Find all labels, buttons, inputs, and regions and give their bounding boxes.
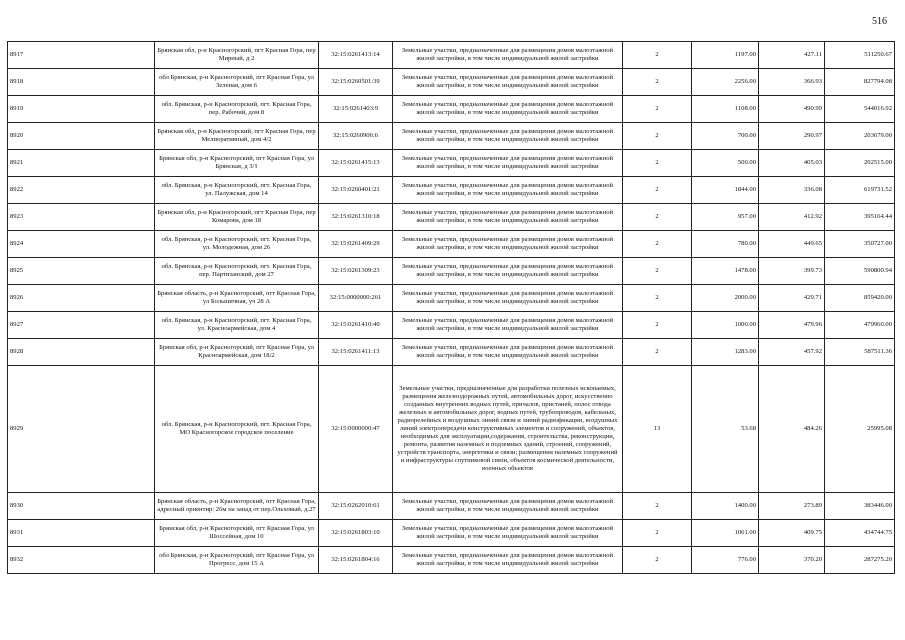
specific-value-cell: 336.08 bbox=[759, 177, 825, 204]
specific-value-cell: 409.75 bbox=[759, 520, 825, 547]
area-cell: 1844.00 bbox=[692, 177, 759, 204]
cadastral-number-cell: 32:15:0261310:18 bbox=[319, 204, 393, 231]
specific-value-cell: 429.71 bbox=[759, 285, 825, 312]
cadastral-value-cell: 25995.08 bbox=[825, 366, 895, 493]
row-number-cell: 8925 bbox=[8, 258, 155, 285]
area-cell: 1400.00 bbox=[692, 493, 759, 520]
row-number-cell: 8917 bbox=[8, 42, 155, 69]
use-group-cell: 2 bbox=[623, 204, 692, 231]
use-group-cell: 2 bbox=[623, 96, 692, 123]
specific-value-cell: 412.92 bbox=[759, 204, 825, 231]
cadastral-value-cell: 350727.00 bbox=[825, 231, 895, 258]
area-cell: 1478.00 bbox=[692, 258, 759, 285]
page-number: 516 bbox=[872, 16, 887, 27]
permitted-use-cell: Земельные участки, предназначенные для размещения домов малоэтажной жилой застройки, в том числе индивидуальной жилой застройки bbox=[393, 285, 623, 312]
cadastral-value-cell: 479960.00 bbox=[825, 312, 895, 339]
address-cell: Брянская обл, р-н Красногорский, пгт Красная Гора, ул Шоссейная, дом 10 bbox=[155, 520, 319, 547]
table-row bbox=[8, 96, 895, 123]
table-row bbox=[8, 285, 895, 312]
table-row bbox=[8, 547, 895, 574]
cadastral-number-cell: 32:15:0261410:40 bbox=[319, 312, 393, 339]
cadastral-value-cell: 859420.00 bbox=[825, 285, 895, 312]
address-cell: обл. Брянская, р-н Красногорский, пгт. Красная Гора, МО Красногорское городское поселение bbox=[155, 366, 319, 493]
use-group-cell: 2 bbox=[623, 312, 692, 339]
use-group-cell: 2 bbox=[623, 69, 692, 96]
area-cell: 500.00 bbox=[692, 150, 759, 177]
area-cell: 1108.00 bbox=[692, 96, 759, 123]
address-cell: обл. Брянская, р-н Красногорский, пгт. Красная Гора, ул. Палужская, дом 14 bbox=[155, 177, 319, 204]
permitted-use-cell: Земельные участки, предназначенные для размещения домов малоэтажной жилой застройки, в том числе индивидуальной жилой застройки bbox=[393, 96, 623, 123]
cadastral-number-cell: 32:15:0000000:47 bbox=[319, 366, 393, 493]
specific-value-cell: 449.65 bbox=[759, 231, 825, 258]
permitted-use-cell: Земельные участки, предназначенные для разработки полезных ископаемых, размещения железнодорожных путей, автомобильных дорог, искусственно созданных внутренних водных путей, причалов, пристаней, полос отвода железных и автомобильных дорог, водных путей, трубопроводов, кабельных, радиорелейных и воздушных линий связи и линий радиофикации, воздушных линий электропередачи конструктивных элементов и сооружений, объектов, необходимых для эксплуатации,содержания, строительства, реконструкции, ремонта, развития наземных и подземных зданий, строений, сооружений, устройств транспорта, энергетики и связи; размещения наземных сооружений и инфраструктуры спутниковой связи, объектов космической деятельности, военных объектов bbox=[393, 366, 623, 493]
specific-value-cell: 479.96 bbox=[759, 312, 825, 339]
table-row bbox=[8, 150, 895, 177]
permitted-use-cell: Земельные участки, предназначенные для размещения домов малоэтажной жилой застройки, в том числе индивидуальной жилой застройки bbox=[393, 177, 623, 204]
table-row bbox=[8, 493, 895, 520]
row-number-cell: 8921 bbox=[8, 150, 155, 177]
address-cell: обл. Брянская, р-н Красногорский, пгт. Красная Гора, пер. Рабочий, дом 8 bbox=[155, 96, 319, 123]
table-row bbox=[8, 204, 895, 231]
use-group-cell: 2 bbox=[623, 177, 692, 204]
table-row bbox=[8, 312, 895, 339]
use-group-cell: 2 bbox=[623, 150, 692, 177]
address-cell: обл. Брянская, р-н Красногорский, пгт. Красная Гора, ул. Молодежная, дом 26 bbox=[155, 231, 319, 258]
row-number-cell: 8923 bbox=[8, 204, 155, 231]
address-cell: Брянская область, р-н Красногорский, пгт Красная Гора, ул Большичная, уч 28 А bbox=[155, 285, 319, 312]
table-row bbox=[8, 258, 895, 285]
address-cell: обл. Брянская, р-н Красногорский, пгт. Красная Гора, ул. Красноармейская, дом 4 bbox=[155, 312, 319, 339]
use-group-cell: 2 bbox=[623, 547, 692, 574]
specific-value-cell: 370.20 bbox=[759, 547, 825, 574]
cadastral-number-cell: 32:15:0261413:14 bbox=[319, 42, 393, 69]
address-cell: обл Брянская, р-н Красногорский, пгт Красная Гора, ул Зеленая, дом 6 bbox=[155, 69, 319, 96]
row-number-cell: 8931 bbox=[8, 520, 155, 547]
permitted-use-cell: Земельные участки, предназначенные для размещения домов малоэтажной жилой застройки, в том числе индивидуальной жилой застройки bbox=[393, 493, 623, 520]
table-row bbox=[8, 366, 895, 493]
table-row bbox=[8, 177, 895, 204]
cadastral-number-cell: 32:15:0260401:21 bbox=[319, 177, 393, 204]
address-cell: Брянская обл, р-н Красногорский, пгт Красная Гора, ул Красноармейская, дом 18/2 bbox=[155, 339, 319, 366]
use-group-cell: 2 bbox=[623, 339, 692, 366]
permitted-use-cell: Земельные участки, предназначенные для размещения домов малоэтажной жилой застройки, в том числе индивидуальной жилой застройки bbox=[393, 231, 623, 258]
specific-value-cell: 290.97 bbox=[759, 123, 825, 150]
address-cell: Брянская обл, р-н Красногорский, пгт Красная Гора, пер Мелиоративный, дом 4/2 bbox=[155, 123, 319, 150]
permitted-use-cell: Земельные участки, предназначенные для размещения домов малоэтажной жилой застройки, в том числе индивидуальной жилой застройки bbox=[393, 339, 623, 366]
row-number-cell: 8924 bbox=[8, 231, 155, 258]
cadastral-value-cell: 587511.36 bbox=[825, 339, 895, 366]
area-cell: 700.00 bbox=[692, 123, 759, 150]
cadastral-number-cell: 32:15:0260906:6 bbox=[319, 123, 393, 150]
area-cell: 957.00 bbox=[692, 204, 759, 231]
area-cell: 2000.00 bbox=[692, 285, 759, 312]
specific-value-cell: 484.26 bbox=[759, 366, 825, 493]
permitted-use-cell: Земельные участки, предназначенные для размещения домов малоэтажной жилой застройки, в том числе индивидуальной жилой застройки bbox=[393, 204, 623, 231]
row-number-cell: 8919 bbox=[8, 96, 155, 123]
cadastral-number-cell: 32:15:0262010:61 bbox=[319, 493, 393, 520]
cadastral-value-cell: 619731.52 bbox=[825, 177, 895, 204]
row-number-cell: 8922 bbox=[8, 177, 155, 204]
address-cell: Брянская область, р-н Красногорский, пгт Красная Гора, адресный ориентир: 26м на запад от пер.Ольховый, д.27 bbox=[155, 493, 319, 520]
table-row bbox=[8, 69, 895, 96]
use-group-cell: 2 bbox=[623, 42, 692, 69]
row-number-cell: 8930 bbox=[8, 493, 155, 520]
area-cell: 780.00 bbox=[692, 231, 759, 258]
specific-value-cell: 457.92 bbox=[759, 339, 825, 366]
permitted-use-cell: Земельные участки, предназначенные для размещения домов малоэтажной жилой застройки, в том числе индивидуальной жилой застройки bbox=[393, 312, 623, 339]
specific-value-cell: 366.93 bbox=[759, 69, 825, 96]
permitted-use-cell: Земельные участки, предназначенные для размещения домов малоэтажной жилой застройки, в том числе индивидуальной жилой застройки bbox=[393, 150, 623, 177]
permitted-use-cell: Земельные участки, предназначенные для размещения домов малоэтажной жилой застройки, в том числе индивидуальной жилой застройки bbox=[393, 520, 623, 547]
row-number-cell: 8927 bbox=[8, 312, 155, 339]
permitted-use-cell: Земельные участки, предназначенные для размещения домов малоэтажной жилой застройки, в том числе индивидуальной жилой застройки bbox=[393, 42, 623, 69]
table-row bbox=[8, 42, 895, 69]
area-cell: 53.68 bbox=[692, 366, 759, 493]
table-row bbox=[8, 339, 895, 366]
table-body bbox=[8, 42, 895, 574]
cadastral-number-cell: 32:15:0261804:16 bbox=[319, 547, 393, 574]
cadastral-value-cell: 287275.20 bbox=[825, 547, 895, 574]
specific-value-cell: 273.89 bbox=[759, 493, 825, 520]
use-group-cell: 2 bbox=[623, 231, 692, 258]
cadastral-value-cell: 544016.92 bbox=[825, 96, 895, 123]
address-cell: Брянская обл, р-н Красногорский, пгт Красная Гора, пер Комарова, дом 18 bbox=[155, 204, 319, 231]
permitted-use-cell: Земельные участки, предназначенные для размещения домов малоэтажной жилой застройки, в том числе индивидуальной жилой застройки bbox=[393, 123, 623, 150]
use-group-cell: 13 bbox=[623, 366, 692, 493]
specific-value-cell: 490.99 bbox=[759, 96, 825, 123]
area-cell: 1197.00 bbox=[692, 42, 759, 69]
cadastral-value-cell: 395164.44 bbox=[825, 204, 895, 231]
cadastral-value-cell: 434744.75 bbox=[825, 520, 895, 547]
specific-value-cell: 399.73 bbox=[759, 258, 825, 285]
address-cell: обл. Брянская, р-н Красногорский, пгт. Красная Гора, пер. Партизанский, дом 27 bbox=[155, 258, 319, 285]
row-number-cell: 8920 bbox=[8, 123, 155, 150]
use-group-cell: 2 bbox=[623, 123, 692, 150]
use-group-cell: 2 bbox=[623, 258, 692, 285]
area-cell: 1061.00 bbox=[692, 520, 759, 547]
permitted-use-cell: Земельные участки, предназначенные для размещения домов малоэтажной жилой застройки, в том числе индивидуальной жилой застройки bbox=[393, 547, 623, 574]
cadastral-value-cell: 202515.00 bbox=[825, 150, 895, 177]
address-cell: обл Брянская, р-н Красногорский, пгт Красная Гора, ул Прогресс, дом 15 А bbox=[155, 547, 319, 574]
cadastral-number-cell: 32:15:0000000:261 bbox=[319, 285, 393, 312]
row-number-cell: 8926 bbox=[8, 285, 155, 312]
row-number-cell: 8918 bbox=[8, 69, 155, 96]
cadastral-number-cell: 32:15:0261309:23 bbox=[319, 258, 393, 285]
area-cell: 776.00 bbox=[692, 547, 759, 574]
table-row bbox=[8, 231, 895, 258]
use-group-cell: 2 bbox=[623, 285, 692, 312]
cadastral-value-cell: 383446.00 bbox=[825, 493, 895, 520]
cadastral-number-cell: 32:15:0261403:9 bbox=[319, 96, 393, 123]
row-number-cell: 8929 bbox=[8, 366, 155, 493]
use-group-cell: 2 bbox=[623, 520, 692, 547]
area-cell: 1283.00 bbox=[692, 339, 759, 366]
specific-value-cell: 405.03 bbox=[759, 150, 825, 177]
cadastral-value-cell: 827794.08 bbox=[825, 69, 895, 96]
row-number-cell: 8932 bbox=[8, 547, 155, 574]
area-cell: 1000.00 bbox=[692, 312, 759, 339]
table-row bbox=[8, 520, 895, 547]
cadastral-number-cell: 32:15:0261803:10 bbox=[319, 520, 393, 547]
row-number-cell: 8928 bbox=[8, 339, 155, 366]
cadastral-number-cell: 32:15:0261415:13 bbox=[319, 150, 393, 177]
cadastral-value-cell: 590800.94 bbox=[825, 258, 895, 285]
permitted-use-cell: Земельные участки, предназначенные для размещения домов малоэтажной жилой застройки, в том числе индивидуальной жилой застройки bbox=[393, 69, 623, 96]
use-group-cell: 2 bbox=[623, 493, 692, 520]
cadastral-number-cell: 32:15:0261409:29 bbox=[319, 231, 393, 258]
cadastral-value-cell: 203679.00 bbox=[825, 123, 895, 150]
area-cell: 2256.00 bbox=[692, 69, 759, 96]
cadastral-value-cell: 511250.67 bbox=[825, 42, 895, 69]
address-cell: Брянская обл, р-н Красногорский, пгт Красная Гора, пер Мирный, д 2 bbox=[155, 42, 319, 69]
table-row bbox=[8, 123, 895, 150]
land-register-table bbox=[7, 41, 895, 574]
address-cell: Брянская обл, р-н Красногорский, пгт Красная Гора, ул Брянская, д 3/1 bbox=[155, 150, 319, 177]
specific-value-cell: 427.11 bbox=[759, 42, 825, 69]
cadastral-number-cell: 32:15:0260501:39 bbox=[319, 69, 393, 96]
permitted-use-cell: Земельные участки, предназначенные для размещения домов малоэтажной жилой застройки, в том числе индивидуальной жилой застройки bbox=[393, 258, 623, 285]
cadastral-number-cell: 32:15:0261411:13 bbox=[319, 339, 393, 366]
